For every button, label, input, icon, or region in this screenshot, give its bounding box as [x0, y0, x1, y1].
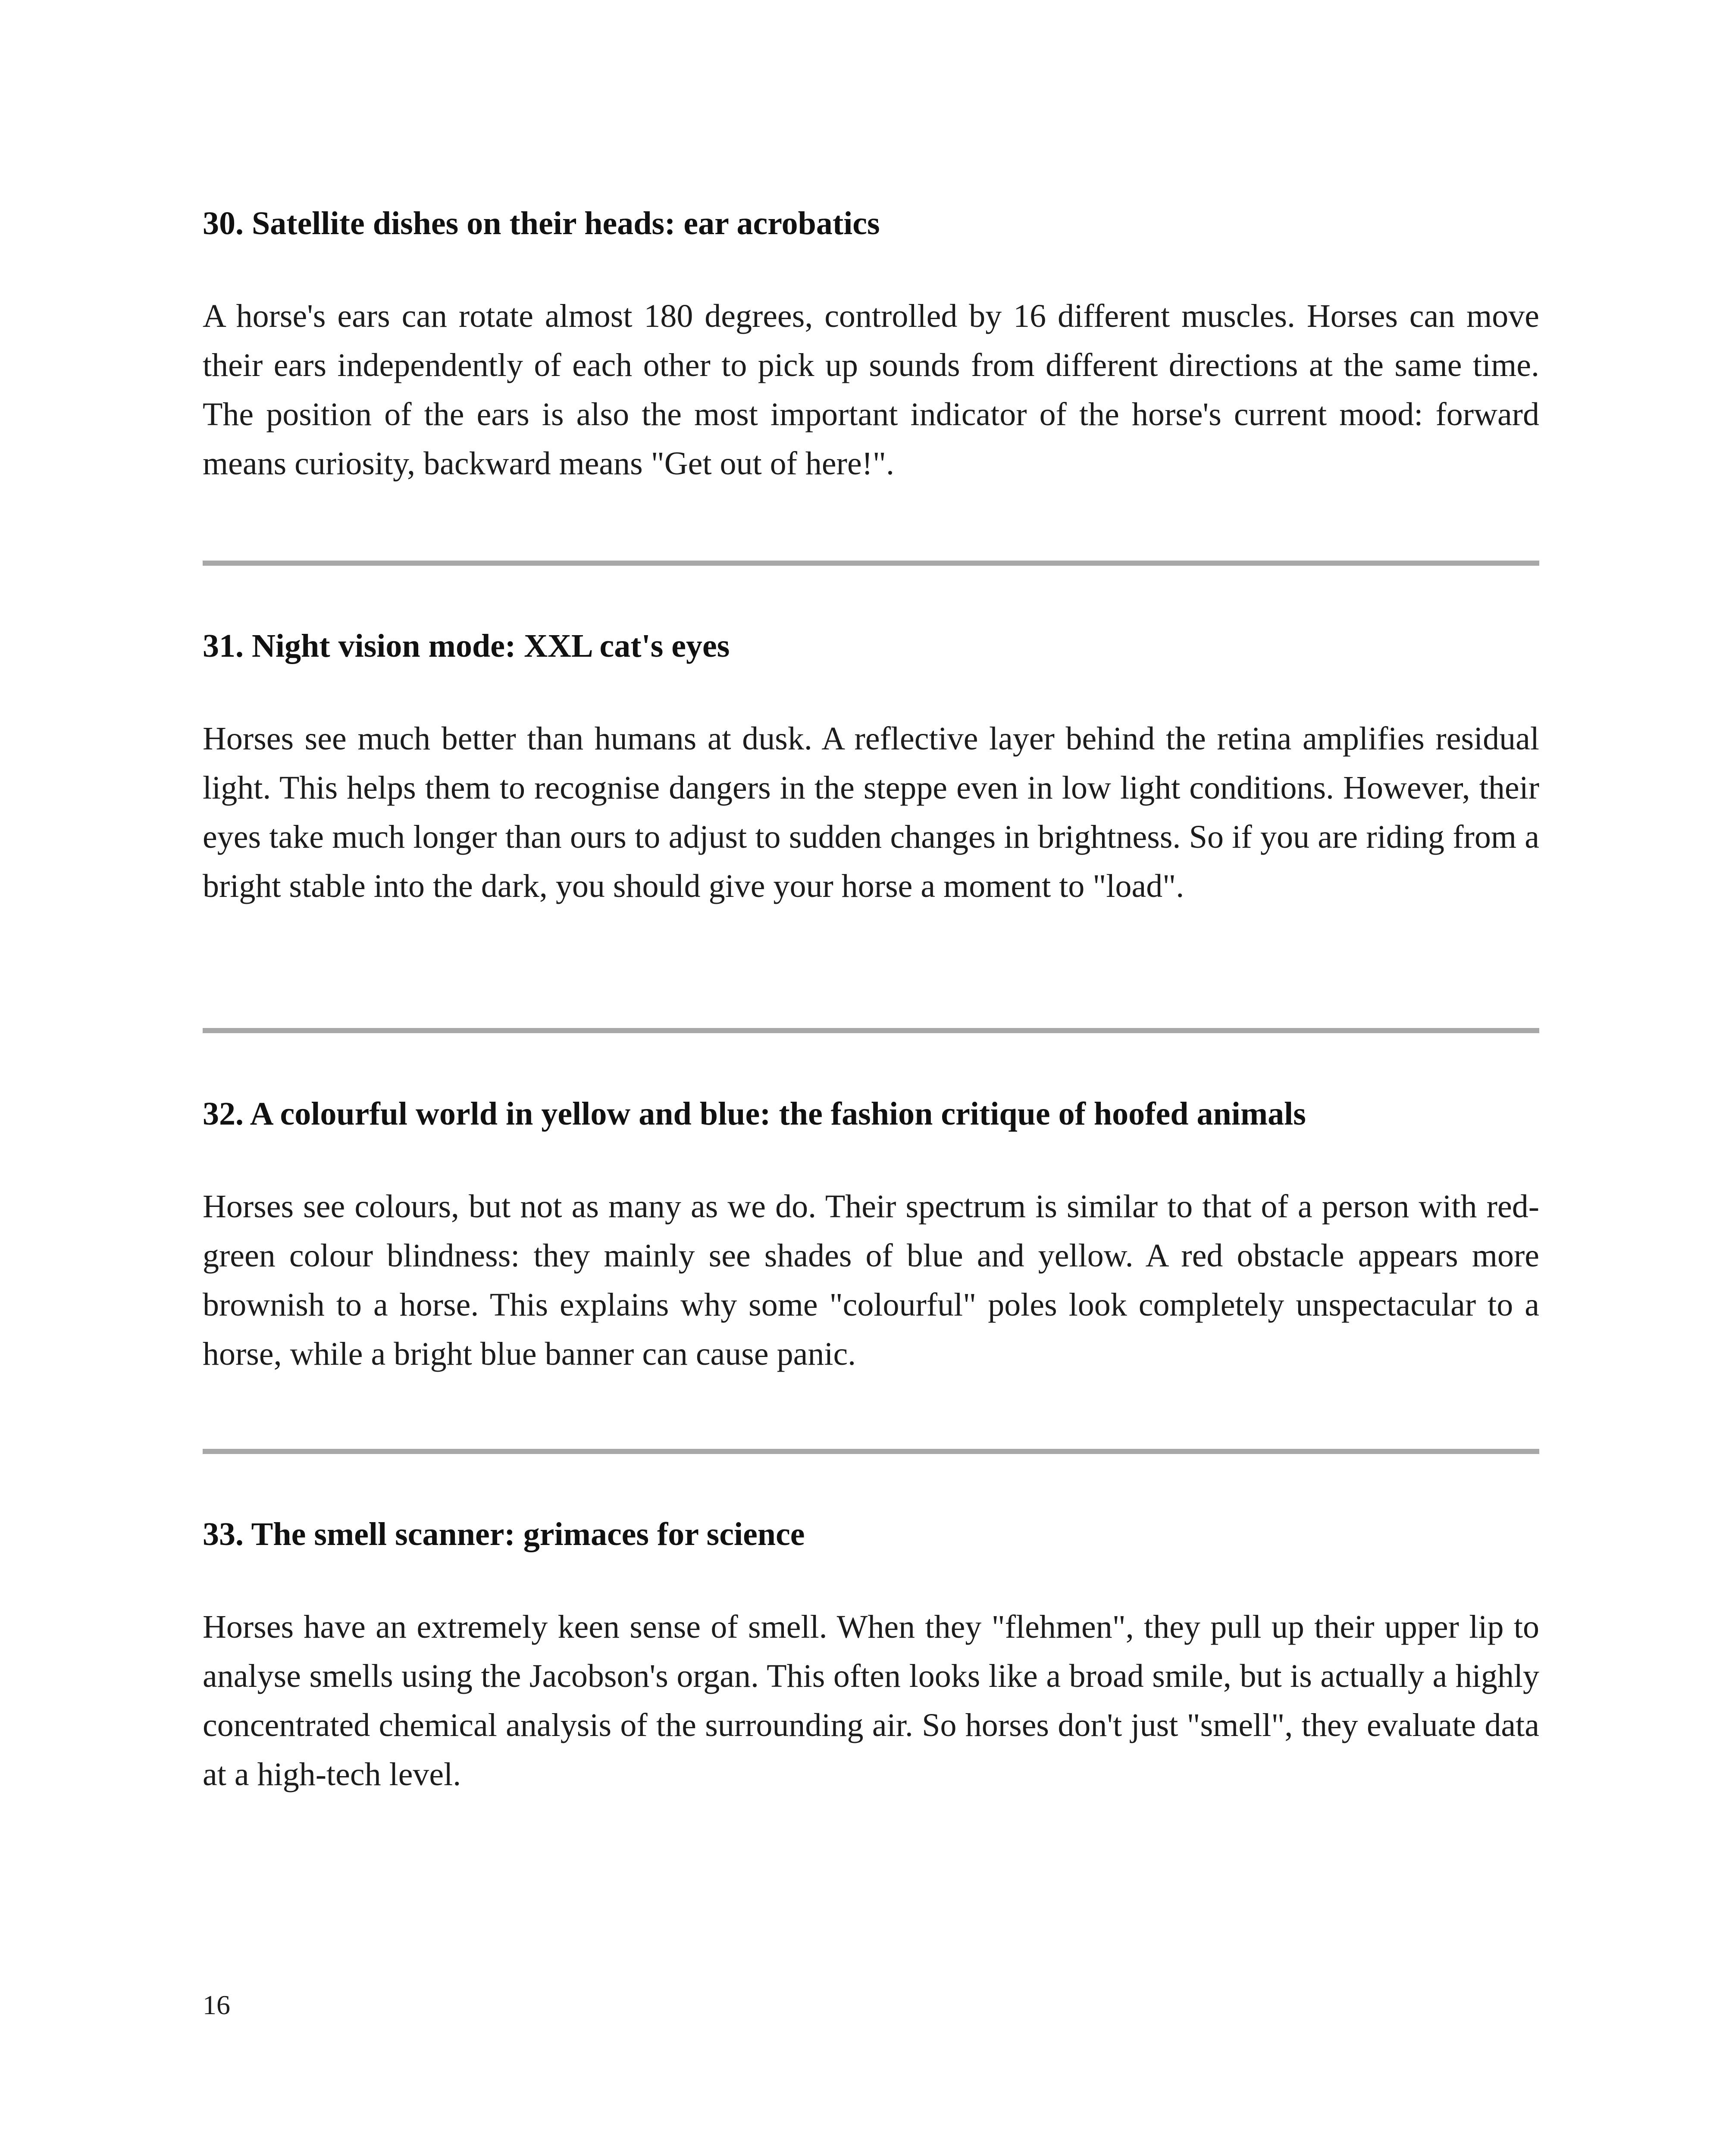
section-divider [203, 1028, 1539, 1033]
section-body: Horses have an extremely keen sense of smell. When they "flehmen", they pull up their upper lip to analyse smells using the Jacobson's organ. This often looks like a broad smile, but is actually a highly concentrated chemical analysis of the surrounding air. So horses don't just "smell", they evaluate data at a high-tech level. [203, 1609, 1539, 1792]
section-32 [203, 1093, 1539, 1379]
section-divider [203, 561, 1539, 566]
section-heading: 33. The smell scanner: grimaces for science [203, 1516, 805, 1552]
section-30 [203, 203, 1539, 488]
section-body: Horses see colours, but not as many as we do. Their spectrum is similar to that of a person with red-green colour blindness: they mainly see shades of blue and yellow. A red obstacle appears more brownish to a horse. This explains why some "colourful" poles look completely unspectacular to a horse, while a bright blue banner can cause panic. [203, 1188, 1539, 1372]
section-heading: 31. Night vision mode: XXL cat's eyes [203, 628, 730, 664]
section-31 [203, 625, 1539, 911]
page-number: 16 [203, 1990, 230, 2020]
section-33 [203, 1514, 1539, 1799]
section-heading: 32. A colourful world in yellow and blue: the fashion critique of hoofed animals [203, 1096, 1306, 1132]
section-body: A horse's ears can rotate almost 180 degrees, controlled by 16 different muscles. Horses can move their ears independently of each other to pick up sounds from different directions at the same time. The position of the ears is also the most important indicator of the horse's current mood: forward means curiosity, backward means "Get out of here!". [203, 298, 1539, 482]
section-heading: 30. Satellite dishes on their heads: ear acrobatics [203, 205, 880, 241]
section-divider [203, 1449, 1539, 1454]
section-body: Horses see much better than humans at dusk. A reflective layer behind the retina amplifies residual light. This helps them to recognise dangers in the steppe even in low light conditions. However, their eyes take much longer than ours to adjust to sudden changes in brightness. So if you are riding from a bright stable into the dark, you should give your horse a moment to "load". [203, 721, 1539, 904]
